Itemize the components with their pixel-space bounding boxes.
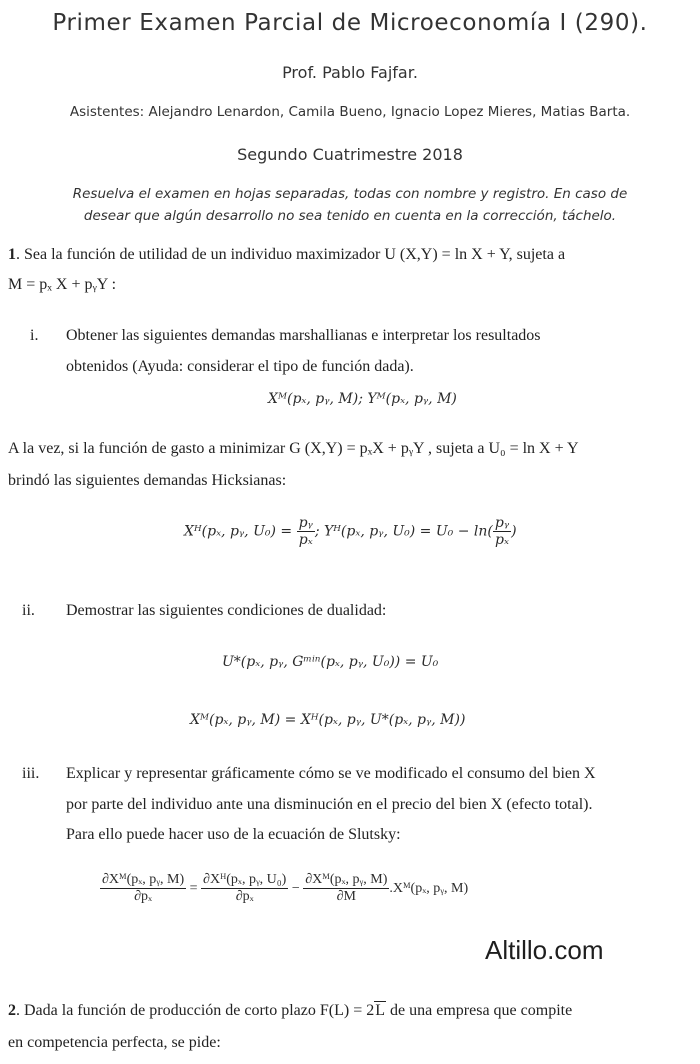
q1-i-line-1: Obtener las siguientes demandas marshallianas e interpretar los resultados [66,327,541,344]
slutsky-equation: $\frac{\text{∂Xᴹ(pₓ, pᵧ, M)}}{\text{∂pₓ}}$ = $\frac{\text{∂Xᴴ(pₓ, pᵧ, U₀)}}{\text{∂pₓ}}$ − $\frac{\text{∂Xᴹ(pₓ, pᵧ, M)}}{\partial M}$ .Xᴹ(pₓ, pᵧ, M) [102,872,469,905]
square-root: L [375,1002,386,1019]
q1-ii-number: ii. [22,602,35,619]
production-function-formula: F(L) = 2L [319,1002,386,1019]
marshallian-demands-formula: Xᴹ(pₓ, pᵧ, M); Yᴹ(pₓ, pᵧ, M) [268,391,457,407]
q1-i-line-2: obtenidos (Ayuda: considerar el tipo de función dada). [66,358,414,375]
q1-middle-line-1: A la vez, si la función de gasto a minimizar G (X,Y) = pₓX + pᵧY , sujeta a U₀ = ln X + Y [8,440,579,457]
fraction-py-px: $\frac{\text{pᵧ}}{\text{pₓ}}$ [298,515,313,549]
exam-title: Primer Examen Parcial de Microeconomía I (290). [52,10,648,36]
q1-ii-line-1: Demostrar las siguientes condiciones de dualidad: [66,602,387,619]
q1-number: 1 [8,246,16,263]
duality-formula-1: U*(pₓ, pᵧ, Gᵐⁱⁿ(pₓ, pᵧ, U₀)) = U₀ [222,654,439,670]
q2-number: 2 [8,1002,16,1019]
q2-statement-line-2: en competencia perfecta, se pide: [8,1034,221,1051]
hicksian-demands-formula: Xᴴ(pₓ, pᵧ, U₀) = $\frac{\text{pᵧ}}{\text{pₓ}}$ ; Yᴴ(pₓ, pᵧ, U₀) = U₀ − ln( $\frac{\text{pᵧ}}{\text{pₓ}}$ ) [184,515,517,549]
q1-statement-line-2: M = pₓ X + pᵧY : [8,276,117,293]
term-label: Segundo Cuatrimestre 2018 [237,145,463,164]
professor-name: Prof. Pablo Fajfar. [282,63,418,82]
q1-iii-line-2: por parte del individuo ante una disminución en el precio del bien X (efecto total). [66,796,593,813]
q1-statement-line-1: 1. Sea la función de utilidad de un individuo maximizador U (X,Y) = ln X + Y, sujeta a [8,246,566,263]
q1-iii-line-3: Para ello puede hacer uso de la ecuación de Slutsky: [66,826,401,843]
instructions-line-1: Resuelva el examen en hojas separadas, todas con nombre y registro. En caso de [72,186,628,202]
q2-statement-line-1: 2. Dada la función de producción de corto plazo F(L) = 2L de una empresa que compite [8,1002,573,1019]
q1-i-number: i. [30,327,39,344]
slutsky-substitution-effect: $\frac{\text{∂Xᴴ(pₓ, pᵧ, U₀)}}{\text{∂pₓ}}$ [203,872,287,905]
instructions-line-2: desear que algún desarrollo no sea tenido en cuenta en la corrección, táchelo. [83,208,617,224]
q1-iii-line-1: Explicar y representar gráficamente cómo se ve modificado el consumo del bien X [66,765,596,782]
slutsky-total-effect: $\frac{\text{∂Xᴹ(pₓ, pᵧ, M)}}{\text{∂pₓ}}$ [102,872,185,905]
slutsky-income-effect: $\frac{\text{∂Xᴹ(pₓ, pᵧ, M)}}{\partial M}$ [305,872,388,905]
duality-formula-2: Xᴹ(pₓ, pᵧ, M) = Xᴴ(pₓ, pᵧ, U*(pₓ, pᵧ, M)) [190,712,466,728]
q1-iii-number: iii. [22,765,40,782]
q1-middle-line-2: brindó las siguientes demandas Hicksianas: [8,472,287,489]
altillo-watermark: Altillo.com [485,935,604,965]
fraction-py-px-2: $\frac{\text{pᵧ}}{\text{pₓ}}$ [494,515,510,549]
assistants-list: Asistentes: Alejandro Lenardon, Camila Bueno, Ignacio Lopez Mieres, Matias Barta. [69,104,631,120]
